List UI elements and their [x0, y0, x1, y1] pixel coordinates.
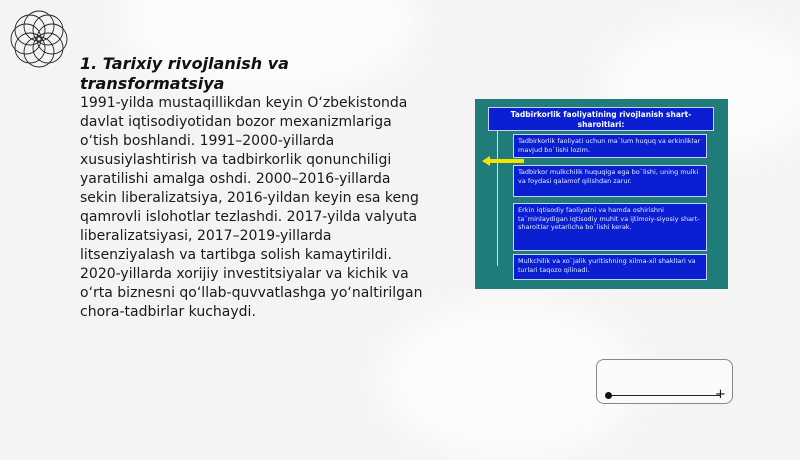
figure-box: Tadbirkorlik faoliyati uchun ma`lum huquq va erkinliklar mavjud bo`lishi lozim. — [513, 134, 707, 158]
figure-connector-line — [497, 131, 498, 266]
figure-box: Tadbirkor mulkchilik huquqiga ega bo`lishi, uning mulki va foydasi qalamof qilishdan zarur. — [513, 165, 707, 197]
slide-title: 1. Tarixiy rivojlanish va transformatsiya — [80, 54, 289, 93]
conditions-figure — [475, 99, 728, 289]
dot-icon[interactable] — [605, 392, 612, 399]
figure-box: Mulkchilik va xo`jalik yuritishning xilma-xil shakllari va turlari taqozo qilinadi. — [513, 254, 707, 280]
slide-body-text: 1991-yilda mustaqillikdan keyin O‘zbekistonda davlat iqtisodiyotidan bozor mexanizmlariga o‘tish boshlandi. 1991–2000-yillarda xususiylashtirish va tadbirkorlik qonunchiligi yaratilishi amalga oshdi. 2000–2016-yillarda sekin liberalizatsiya, 2016-yildan keyin esa keng qamrovli islohotlar tezlashdi. 2017-yilda valyuta liberalizatsiyasi, 2017–2019-yillarda litsenziyalash va tartibga solish kamaytirildi. 2020-yillarda xorijiy investitsiyalar va kichik va o‘rta biznesni qo‘llab-quvvatlashga yo‘naltirilgan chora-tadbirlar kuchaydi. — [80, 95, 423, 320]
figure-header: Tadbirkorlik faoliyatining rivojlanish shart-sharoitlari: — [488, 107, 714, 131]
figure-box: Erkin iqtisodiy faoliyatni va hamda oshirishni ta`minlaydigan iqtisodiy muhit va ijtimoiy-siyosiy shart-sharoitlar yetarlicha bo`lishi kerak. — [513, 203, 707, 251]
progress-track — [608, 395, 720, 396]
slide-navigator[interactable] — [596, 359, 733, 404]
rosette-logo-icon — [4, 4, 74, 74]
plus-icon[interactable]: + — [715, 387, 726, 402]
